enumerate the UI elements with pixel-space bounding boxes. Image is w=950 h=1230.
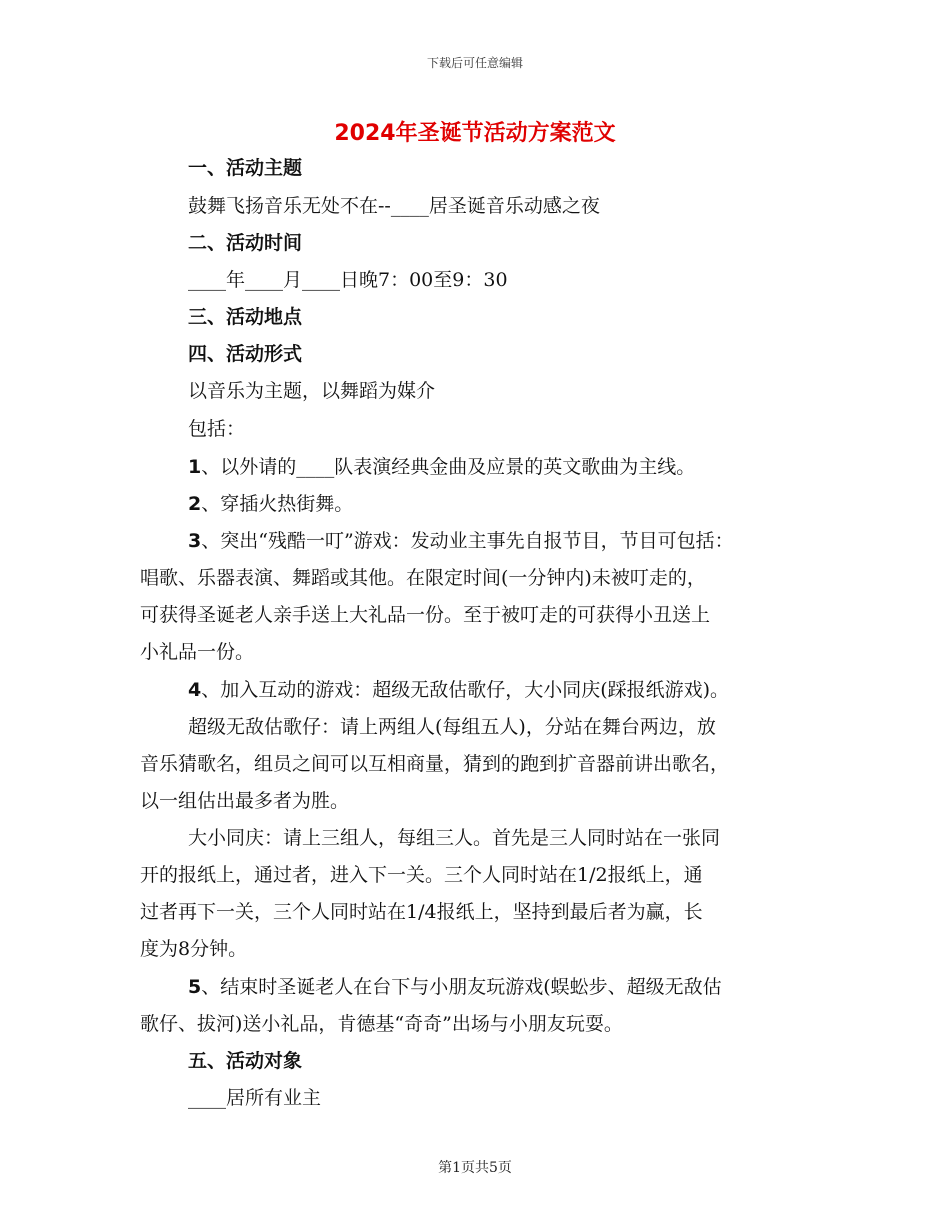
page-header-note: 下载后可任意编辑 — [426, 56, 523, 70]
paragraph-line: 可获得圣诞老人亲手送上大礼品一份。至于被叮走的可获得小丑送上 — [140, 604, 711, 626]
list-item-1 — [188, 455, 695, 479]
paragraph-line: 以一组估出最多者为胜。 — [140, 790, 350, 812]
format-includes-label: 包括： — [188, 418, 246, 440]
paragraph-line: 开的报纸上，通过者，进入下一关。三个人同时站在1/2报纸上，通 — [140, 864, 703, 886]
paragraph-line: 度为8分钟。 — [140, 938, 248, 960]
time-text: ____年____月____日晚7：00至9：30 — [188, 269, 508, 291]
list-item-text: 、结束时圣诞老人在台下与小朋友玩游戏(蜈蚣步、超级无敌估 — [201, 976, 722, 998]
list-number: 1 — [188, 456, 202, 478]
list-item-text: 、以外请的____队表演经典金曲及应景的英文歌曲为主线。 — [201, 456, 696, 478]
list-item-3 — [188, 529, 734, 553]
list-number: 4 — [188, 679, 202, 701]
list-item-5 — [188, 975, 722, 999]
section-heading-location: 三、活动地点 — [188, 306, 303, 328]
paragraph-line: 歌仔、拔河)送小礼品，肯德基“奇奇”出场与小朋友玩耍。 — [140, 1013, 623, 1035]
paragraph-line: 唱歌、乐器表演、舞蹈或其他。在限定时间(一分钟内)未被叮走的， — [140, 567, 706, 589]
list-number: 2 — [188, 493, 202, 515]
section-heading-time: 二、活动时间 — [188, 232, 303, 254]
list-item-text: 、加入互动的游戏：超级无敌估歌仔，大小同庆(踩报纸游戏)。 — [201, 679, 730, 701]
paragraph-line: 小礼品一份。 — [140, 641, 255, 663]
list-number: 5 — [188, 976, 202, 998]
page-number-footer: 第1页共5页 — [438, 1160, 512, 1176]
game2-paragraph: 大小同庆：请上三组人，每组三人。首先是三人同时站在一张同 — [188, 827, 721, 849]
audience-text: ____居所有业主 — [188, 1087, 322, 1109]
format-text: 以音乐为主题，以舞蹈为媒介 — [188, 380, 436, 402]
document-title: 2024年圣诞节活动方案范文 — [334, 121, 616, 146]
game1-paragraph: 超级无敌估歌仔：请上两组人(每组五人)，分站在舞台两边，放 — [188, 716, 716, 738]
list-item-2 — [188, 492, 353, 516]
theme-text: 鼓舞飞扬音乐无处不在--____居圣诞音乐动感之夜 — [188, 195, 600, 217]
paragraph-line: 音乐猜歌名，组员之间可以互相商量，猜到的跑到扩音器前讲出歌名， — [140, 753, 730, 775]
list-item-text: 、突出“残酷一叮”游戏：发动业主事先自报节目，节目可包括： — [201, 530, 734, 552]
section-heading-format: 四、活动形式 — [188, 343, 303, 365]
list-item-text: 、穿插火热街舞。 — [201, 493, 354, 515]
section-heading-audience: 五、活动对象 — [188, 1050, 303, 1072]
section-heading-theme: 一、活动主题 — [188, 157, 303, 179]
list-number: 3 — [188, 530, 202, 552]
list-item-4 — [188, 678, 729, 702]
paragraph-line: 过者再下一关，三个人同时站在1/4报纸上，坚持到最后者为赢，长 — [140, 901, 703, 923]
